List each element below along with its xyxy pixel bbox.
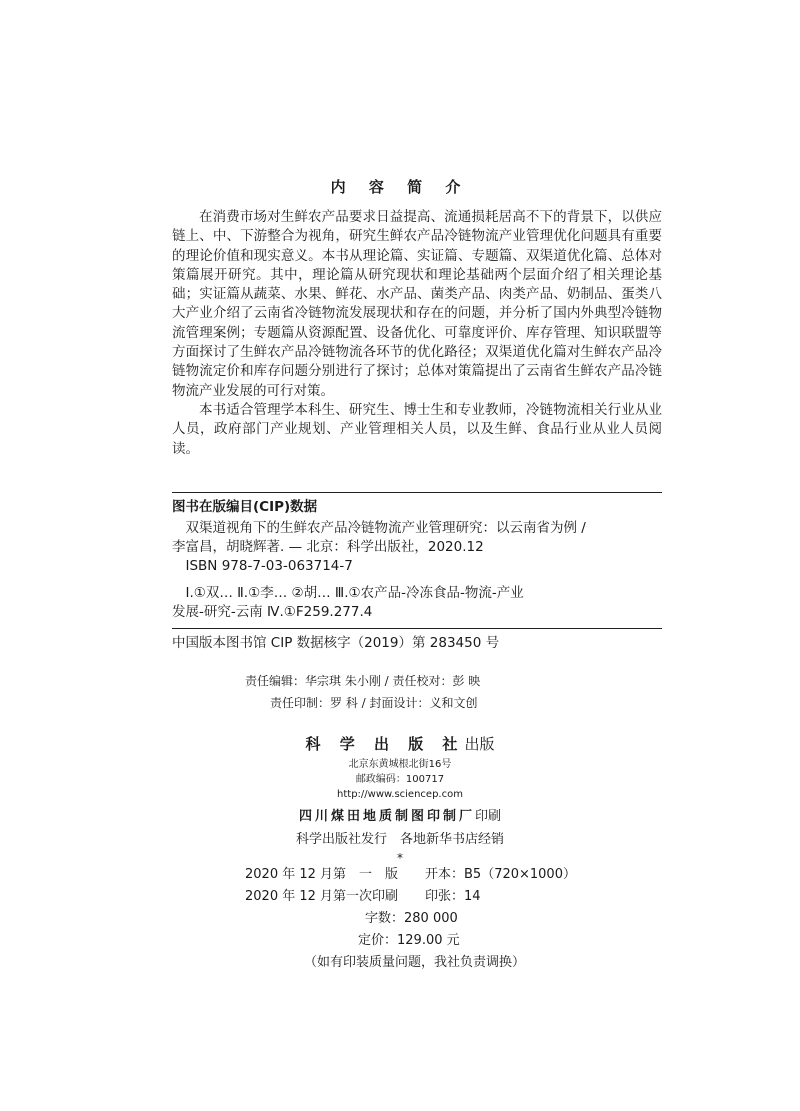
printer-name: 四川煤田地质制图印制厂: [298, 809, 475, 824]
cip-block: [172, 492, 662, 653]
publisher-website: http://www.sciencep.com: [337, 789, 463, 800]
credits-block: [0, 670, 800, 714]
specs-block: [0, 864, 800, 974]
specs-row: [0, 930, 800, 952]
cip-classification-cont: 发展-研究-云南 Ⅳ.①F259.277.4: [172, 604, 373, 620]
separator-star: *: [397, 851, 403, 865]
specs-row: [0, 864, 800, 886]
cip-library-record: 中国版本图书馆 CIP 数据核字（2019）第 283450 号: [172, 628, 662, 653]
cip-title-line: 双渠道视角下的生鲜农产品冷链物流产业管理研究：以云南省为例 /: [185, 520, 586, 536]
publisher-block: [0, 731, 800, 865]
edition-text: 2020 年 12 月第 一 版: [245, 867, 399, 882]
credits-production: 责任印制：罗 科 / 封面设计：义和文创: [270, 696, 478, 710]
printer-line: [0, 805, 800, 829]
publisher-name-suffix: 出版: [464, 735, 495, 753]
cip-classification: Ⅰ.①双… Ⅱ.①李… ②胡… Ⅲ.①农产品-冷冻食品-物流-产业: [185, 585, 524, 601]
credits-editors: 责任编辑：华宗琪 朱小刚 / 责任校对：彭 映: [245, 674, 481, 688]
distribution-line: 科学出版社发行 各地新华书店经销: [295, 832, 504, 847]
printer-suffix: 印刷: [475, 809, 502, 824]
summary-section: [172, 208, 662, 459]
price-text: 定价：129.00 元: [358, 933, 460, 948]
quality-notice: （如有印装质量问题，我社负责调换）: [304, 955, 526, 970]
word-count-text: 字数：280 000: [365, 911, 458, 926]
summary-paragraph: 本书适合管理学本科生、研究生、博士生和专业教师，冷链物流相关行业从业人员，政府部门产业规划、产业管理相关人员，以及生鲜、食品行业从业人员阅读。: [172, 401, 662, 457]
cip-author-line: 李富昌，胡晓辉著. — 北京：科学出版社，2020.12: [172, 539, 484, 555]
publisher-logo-text: 科 学 出 版 社: [305, 735, 465, 753]
cip-isbn: ISBN 978-7-03-063714-7: [185, 558, 353, 574]
printing-text: 2020 年 12 月第一次印刷: [245, 889, 399, 904]
specs-row: [0, 908, 800, 930]
summary-title: 内 容 简 介: [330, 178, 470, 196]
specs-row: [0, 886, 800, 908]
publisher-postcode: 邮政编码：100717: [355, 774, 445, 785]
format-text: 开本：B5（720×1000）: [425, 867, 576, 882]
cip-gap: [172, 576, 662, 584]
publisher-name: [0, 731, 800, 757]
specs-row: [0, 952, 800, 974]
sheets-text: 印张：14: [425, 889, 481, 904]
publisher-address: 北京东黄城根北街16号: [348, 759, 452, 770]
summary-paragraph: 在消费市场对生鲜农产品要求日益提高、流通损耗居高不下的背景下，以供应链上、中、下游整合为视角，研究生鲜农产品冷链物流产业管理优化问题具有重要的理论价值和现实意义。本书从理论篇、实证篇、专题篇、双渠道优化篇、总体对策篇展开研究。其中，理论篇从研究现状和理论基础两个层面介绍了相关理论基础；实证篇从蔬菜、水果、鲜花、水产品、菌类产品、肉类产品、奶制品、蛋类八大产业介绍了云南省冷链物流发展现状和存在的问题，并分析了国内外典型冷链物流管理案例；专题篇从资源配置、设备优化、可靠度评价、库存管理、知识联盟等方面探讨了生鲜农产品冷链物流各环节的优化路径；双渠道优化篇对生鲜农产品冷链物流定价和库存问题分别进行了探讨；总体对策篇提出了云南省生鲜农产品冷链物流产业发展的可行对策。: [172, 209, 662, 399]
cip-heading: 图书在版编目(CIP)数据: [172, 499, 318, 515]
